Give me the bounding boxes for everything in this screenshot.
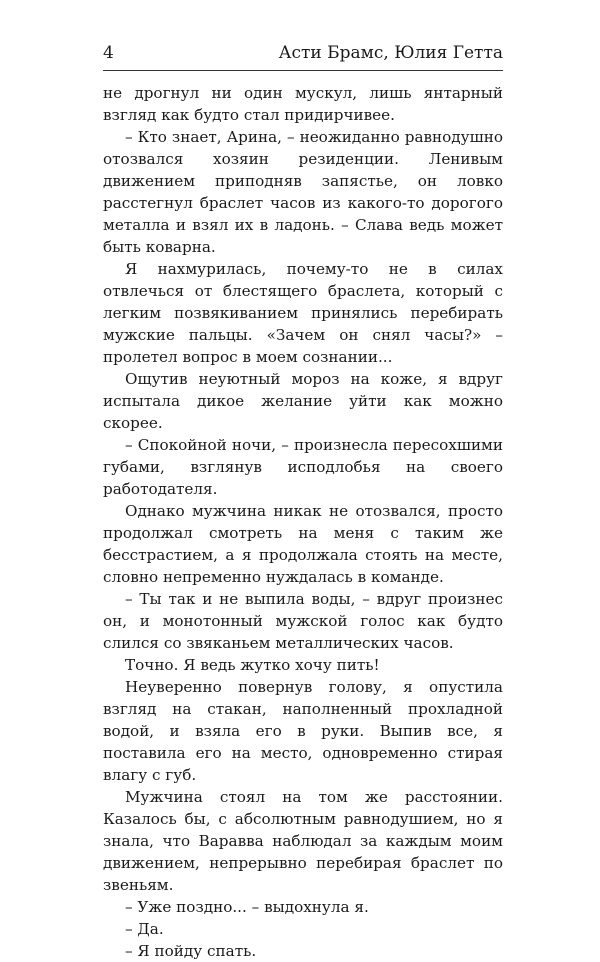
paragraph: Ощутив неуютный мороз на коже, я вдруг испытала дикое желание уйти как можно скорее. — [103, 370, 503, 432]
paragraph: Мужчина стоял на том же расстоянии. Казалось бы, с абсолютным равнодушием, но я знала, что Варавва наблюдал за каждым моим движением, непрерывно перебирая браслет по звеньям. — [103, 788, 503, 894]
running-title: Асти Брамс, Юлия Гетта — [278, 43, 503, 63]
paragraph: – Да. — [125, 920, 164, 938]
paragraph: – Ты так и не выпила воды, – вдруг произнес он, и монотонный мужской голос как будто слился со звяканьем металлических часов. — [103, 590, 503, 652]
paragraph: – Я пойду спать. — [125, 942, 257, 960]
paragraph: Я нахмурилась, почему-то не в силах отвлечься от блестящего браслета, который с легким позвякиванием принялись перебирать мужские пальцы. «Зачем он снял часы?» – пролетел вопрос в моем сознании... — [103, 260, 503, 366]
paragraph-continuation: не дрогнул ни один мускул, лишь янтарный взгляд как будто стал придирчивее. — [103, 84, 503, 124]
paragraph: – Кто знает, Арина, – неожиданно равнодушно отозвался хозяин резиденции. Ленивым движением приподняв запястье, он ловко расстегнул браслет часов из какого-то дорогого металла и взял их в ладонь. – Слава ведь может быть коварна. — [103, 128, 503, 256]
header-rule — [103, 70, 503, 71]
body-text — [103, 82, 503, 962]
paragraph: Однако мужчина никак не отозвался, просто продолжал смотреть на меня с таким же бесстрастием, а я продолжала стоять на месте, словно непременно нуждалась в команде. — [103, 502, 503, 586]
page-header — [103, 40, 503, 66]
paragraph: – Уже поздно... – выдохнула я. — [125, 898, 369, 916]
paragraph: – Спокойной ночи, – произнесла пересохшими губами, взглянув исподлобья на своего работодателя. — [103, 436, 503, 498]
page-number: 4 — [103, 43, 114, 63]
paragraph: Точно. Я ведь жутко хочу пить! — [125, 656, 380, 674]
paragraph: Неуверенно повернув голову, я опустила взгляд на стакан, наполненный прохладной водой, и взяла его в руки. Выпив все, я поставила его на место, одновременно стирая влагу с губ. — [103, 678, 503, 784]
